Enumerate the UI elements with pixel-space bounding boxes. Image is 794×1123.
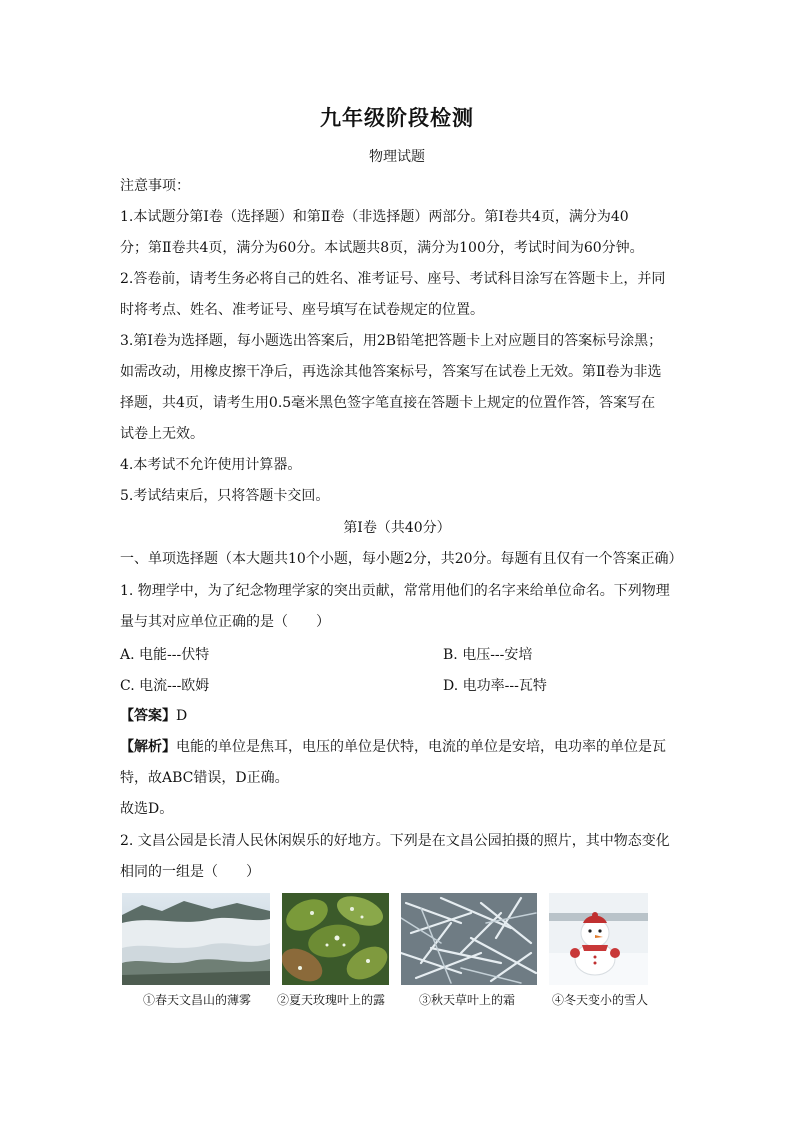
question-1-stem: 量与其对应单位正确的是（ ）: [120, 614, 330, 630]
note-line: 5.考试结束后，只将答题卡交回。: [120, 488, 330, 504]
part-one-heading: 一、单项选择题（本大题共10个小题，每小题2分，共20分。每题有且仅有一个答案正确）: [120, 551, 683, 567]
conclusion: 故选D。: [120, 801, 174, 817]
dew-leaves-photo: [282, 893, 389, 985]
page-title: 九年级阶段检测: [320, 105, 474, 130]
photo-caption-4: ④冬天变小的雪人: [551, 993, 648, 1007]
frost-grass-photo: [401, 893, 537, 985]
analysis-text: 特，故ABC错误，D正确。: [120, 770, 289, 786]
page-subtitle: 物理试题: [369, 149, 425, 165]
note-line: 2.答卷前，请考生务必将自己的姓名、准考证号、座号、考试科目涂写在答题卡上，并同: [120, 271, 666, 287]
question-1-stem: 1. 物理学中，为了纪念物理学家的突出贡献，常常用他们的名字来给单位命名。下列物理: [120, 583, 670, 599]
question-2-stem: 2. 文昌公园是长清人民休闲娱乐的好地方。下列是在文昌公园拍摄的照片，其中物态变化: [120, 833, 670, 849]
section-title: 第Ⅰ卷（共40分）: [343, 520, 451, 536]
note-line: 时将考点、姓名、准考证号、座号填写在试卷规定的位置。: [120, 302, 484, 318]
note-line: 分；第Ⅱ卷共4页，满分为60分。本试题共8页，满分为100分，考试时间为60分钟。: [120, 240, 644, 256]
snowman-photo: [549, 893, 648, 985]
analysis-label: 【解析】: [120, 739, 176, 755]
photo-caption-3: ③秋天草叶上的霜: [418, 993, 515, 1007]
note-line: 1.本试题分第Ⅰ卷（选择题）和第Ⅱ卷（非选择题）两部分。第Ⅰ卷共4页，满分为40: [120, 209, 629, 225]
mist-mountain-photo: [122, 893, 270, 985]
note-line: 3.第Ⅰ卷为选择题，每小题选出答案后，用2B铅笔把答题卡上对应题目的答案标号涂黑；: [120, 333, 663, 349]
question-2-stem: 相同的一组是（ ）: [120, 864, 260, 880]
note-line: 4.本考试不允许使用计算器。: [120, 457, 302, 473]
answer-label: 【答案】: [120, 708, 176, 724]
analysis-text: 电能的单位是焦耳，电压的单位是伏特，电流的单位是安培，电功率的单位是瓦: [176, 739, 666, 755]
answer-line: [120, 706, 680, 726]
answer-value: D: [176, 708, 188, 724]
option-d: D. 电功率---瓦特: [443, 678, 547, 694]
photo-caption-2: ②夏天玫瑰叶上的露: [276, 993, 385, 1007]
note-line: 如需改动，用橡皮擦干净后，再选涂其他答案标号，答案写在试卷上无效。第Ⅱ卷为非选: [120, 364, 662, 380]
notes-heading: 注意事项：: [120, 178, 190, 194]
photo-caption-1: ①春天文昌山的薄雾: [142, 993, 251, 1007]
option-c: C. 电流---欧姆: [120, 678, 210, 694]
option-a: A. 电能---伏特: [120, 647, 210, 663]
note-line: 试卷上无效。: [120, 426, 204, 442]
option-b: B. 电压---安培: [443, 647, 533, 663]
note-line: 择题，共4页，请考生用0.5毫米黑色签字笔直接在答题卡上规定的位置作答，答案写在: [120, 395, 656, 411]
analysis-line: [120, 737, 680, 757]
